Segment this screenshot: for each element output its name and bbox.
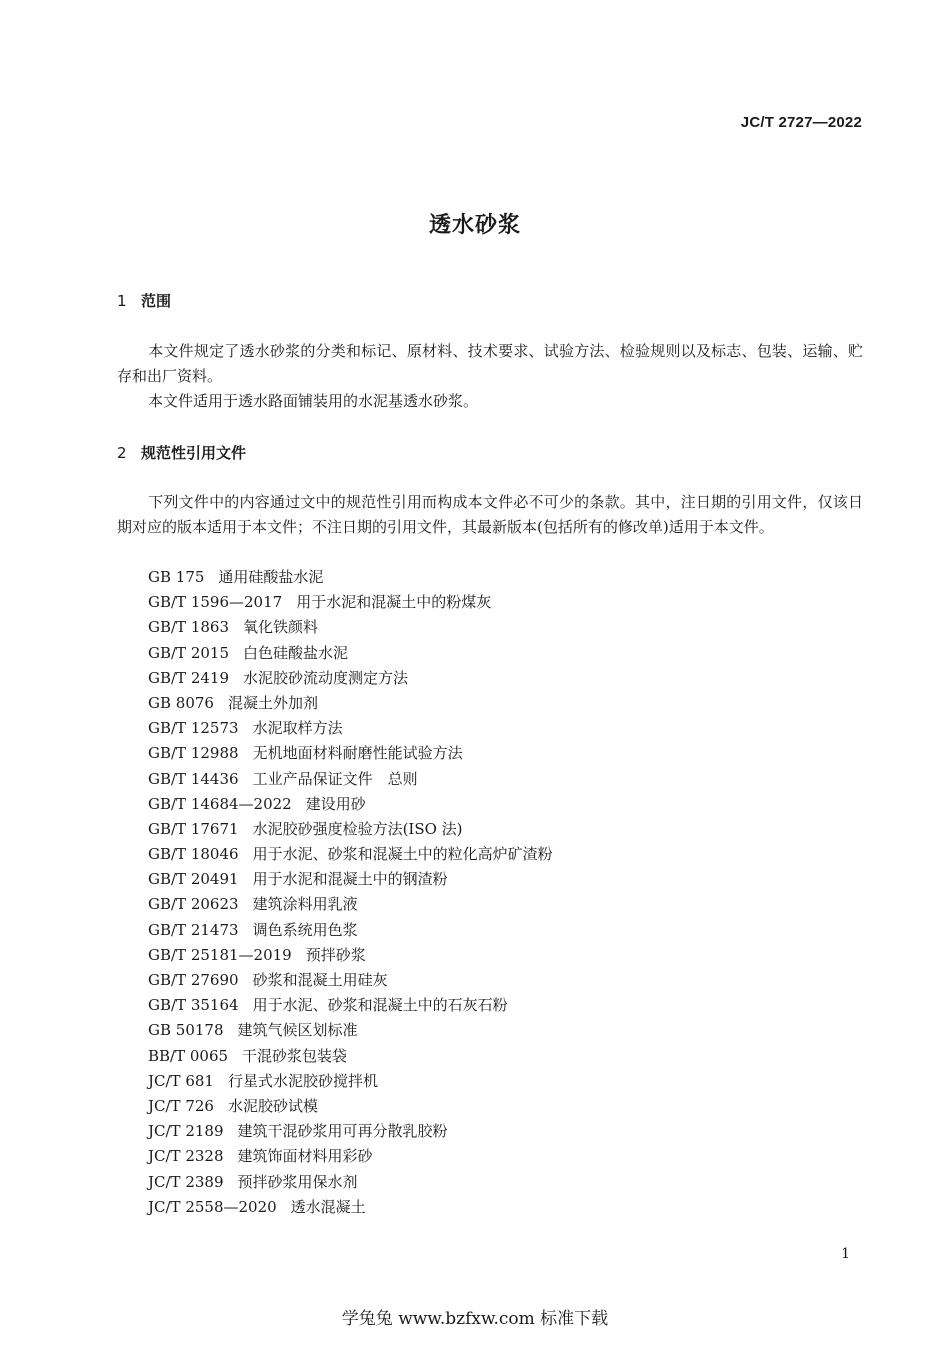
reference-title: 建筑干混砂浆用可再分散乳胶粉 — [237, 1122, 448, 1141]
reference-item — [148, 716, 553, 741]
references-intro-paragraph: 下列文件中的内容通过文中的规范性引用而构成本文件必不可少的条款。其中，注日期的引用文件，仅该日期对应的版本适用于本文件；不注日期的引用文件，其最新版本(包括所有的修改单)适用于本文件。 — [117, 493, 863, 536]
document-title: 透水砂浆 — [428, 213, 521, 238]
section-number: 1 — [117, 292, 127, 310]
reference-title: 白色硅酸盐水泥 — [243, 643, 349, 662]
reference-title: 建设用砂 — [305, 794, 366, 813]
section-number: 2 — [117, 444, 127, 462]
reference-title: 预拌砂浆用保水剂 — [237, 1172, 358, 1191]
reference-code: GB/T 14436 — [148, 769, 239, 788]
reference-title: 水泥胶砂强度检验方法(ISO 法) — [252, 819, 463, 838]
reference-code: GB/T 1863 — [148, 618, 230, 637]
reference-title: 氧化铁颜料 — [243, 618, 319, 637]
watermark-text: 学兔兔 www.bzfxw.com 标准下载 — [341, 1309, 609, 1329]
reference-title: 用于水泥、砂浆和混凝土中的粒化高炉矿渣粉 — [252, 845, 553, 864]
reference-item — [148, 817, 553, 842]
reference-code: GB 50178 — [148, 1021, 224, 1040]
reference-title: 水泥胶砂流动度测定方法 — [243, 668, 409, 687]
reference-item — [148, 842, 553, 867]
reference-code: GB/T 2015 — [148, 643, 230, 662]
reference-code: GB/T 14684—2022 — [148, 794, 292, 813]
reference-code: GB/T 27690 — [148, 971, 239, 989]
reference-title: 预拌砂浆 — [305, 945, 366, 964]
scope-paragraph-1: 本文件规定了透水砂浆的分类和标记、原材料、技术要求、试验方法、检验规则以及标志、包装、运输、贮存和出厂资料。 — [117, 342, 863, 385]
reference-title: 透水混凝土 — [290, 1197, 366, 1216]
reference-title: 水泥取样方法 — [252, 719, 343, 738]
reference-item — [148, 1044, 553, 1069]
reference-code: GB/T 21473 — [148, 920, 239, 939]
reference-code: GB/T 1596—2017 — [148, 593, 283, 612]
reference-item — [148, 1069, 553, 1094]
reference-title: 用于水泥和混凝土中的钢渣粉 — [252, 870, 448, 889]
page-number: 1 — [841, 1246, 850, 1262]
reference-code: GB/T 20623 — [148, 895, 239, 914]
section-title: 规范性引用文件 — [141, 444, 247, 462]
standard-code: JC/T 2727—2022 — [740, 114, 862, 131]
reference-code: JC/T 2328 — [148, 1147, 224, 1166]
reference-item — [148, 767, 553, 792]
reference-item — [148, 1144, 553, 1169]
reference-title: 无机地面材料耐磨性能试验方法 — [252, 744, 463, 763]
reference-title: 混凝土外加剂 — [227, 693, 318, 712]
reference-title: 通用硅酸盐水泥 — [218, 568, 324, 586]
reference-item — [148, 918, 553, 943]
section-heading-scope — [117, 290, 171, 311]
scope-paragraph-2: 本文件适用于透水路面铺装用的水泥基透水砂浆。 — [148, 392, 479, 410]
reference-item — [148, 1094, 553, 1119]
reference-title: 砂浆和混凝土用硅灰 — [252, 971, 388, 989]
reference-item — [148, 741, 553, 766]
reference-code: GB/T 20491 — [148, 870, 239, 889]
reference-code: GB/T 35164 — [148, 996, 239, 1015]
reference-title: 行星式水泥胶砂搅拌机 — [227, 1071, 378, 1090]
reference-item — [148, 943, 553, 968]
reference-code: GB/T 18046 — [148, 845, 239, 864]
reference-code: GB/T 17671 — [148, 819, 239, 838]
reference-list — [148, 565, 553, 1220]
reference-title: 建筑饰面材料用彩砂 — [237, 1147, 373, 1166]
reference-code: GB 175 — [148, 568, 205, 586]
reference-title: 建筑涂料用乳液 — [252, 895, 358, 914]
reference-code: GB/T 25181—2019 — [148, 945, 292, 964]
reference-code: GB/T 12988 — [148, 744, 239, 763]
reference-code: JC/T 726 — [148, 1096, 214, 1115]
reference-item — [148, 993, 553, 1018]
reference-item — [148, 1018, 553, 1043]
reference-item — [148, 615, 553, 640]
section-heading-normative-references — [117, 442, 246, 463]
reference-item — [148, 792, 553, 817]
reference-item — [148, 1195, 553, 1220]
reference-title: 调色系统用色浆 — [252, 920, 358, 939]
reference-title: 工业产品保证文件 总则 — [252, 769, 418, 788]
reference-code: JC/T 2389 — [148, 1172, 224, 1191]
reference-code: JC/T 2189 — [148, 1122, 224, 1141]
reference-item — [148, 641, 553, 666]
reference-item — [148, 968, 553, 993]
reference-code: BB/T 0065 — [148, 1046, 229, 1065]
section-title: 范围 — [141, 292, 172, 310]
reference-title: 用于水泥和混凝土中的粉煤灰 — [296, 593, 492, 612]
reference-item — [148, 1119, 553, 1144]
reference-code: JC/T 2558—2020 — [148, 1197, 277, 1216]
reference-title: 建筑气候区划标准 — [237, 1021, 358, 1040]
reference-title: 干混砂浆包装袋 — [242, 1046, 348, 1065]
reference-code: GB 8076 — [148, 693, 214, 712]
reference-title: 用于水泥、砂浆和混凝土中的石灰石粉 — [252, 996, 508, 1015]
reference-item — [148, 1170, 553, 1195]
reference-code: JC/T 681 — [148, 1071, 214, 1090]
reference-item — [148, 691, 553, 716]
reference-item — [148, 565, 553, 590]
reference-item — [148, 666, 553, 691]
reference-item — [148, 892, 553, 917]
reference-item — [148, 590, 553, 615]
reference-code: GB/T 2419 — [148, 668, 230, 687]
reference-title: 水泥胶砂试模 — [227, 1096, 318, 1115]
reference-item — [148, 867, 553, 892]
reference-code: GB/T 12573 — [148, 719, 239, 738]
